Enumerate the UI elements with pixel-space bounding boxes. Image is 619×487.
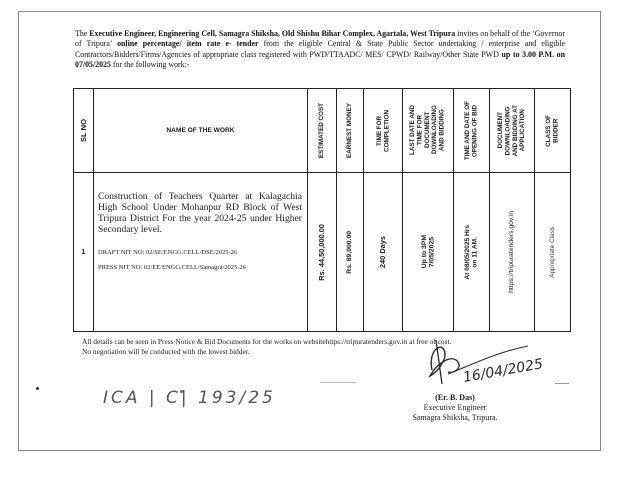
footer-line-1: All details can be seen in Press Notice & Bid Documents for the works on websitehttps://tripuratenders.gov.in at free of cost. [82,337,452,346]
work-description: Construction of Teachers Quarter at Kalagachia High School Under Mohanpur RD Block of West Tripura District For the year 2024-25 under Higher Secondary level. [98,191,302,236]
issuing-authority: Executive Engineer, Engineering Cell, Samagra Shiksha, Old Shishu Bihar Complex, Agartala, West Tripura [89,29,456,38]
tender-table [73,88,571,332]
cell-work [94,173,308,332]
header-earnest-money: EARNEST MONEY [337,89,364,173]
cell-class: Appropriate Class [535,173,571,332]
scan-speck [36,387,39,390]
press-nit-number: PRESS NIT NO: 02/EE/ENGG.CELL/Samagra/2025-26 [98,264,246,272]
header-sl-no: SL NO [74,89,94,173]
signatory-title: Executive Engineer [423,403,487,413]
signature-image [418,332,578,392]
table-header-row [74,89,571,173]
cell-last-date: Up to 3PM 7/05/2025 [403,173,454,332]
svg-text:16/04/2025: 16/04/2025 [461,356,545,386]
signatory-org: Samagra Shiksha, Tripura. [412,413,498,423]
signatory-name: (Er. B. Das) [435,393,475,402]
intro-paragraph [75,29,565,71]
tender-type: online percentage/ item rate e- tender [117,39,259,49]
cell-earnest-money: Rs. 89,000.00 [337,173,364,332]
footer-line-2: No negotiation will be conducted with the lowest bidder. [82,346,250,356]
header-last-date: LAST DATE AND TIME FOR DOCUMENT DOWNLOADING AND BIDDING [403,89,454,173]
scan-mark [320,382,356,383]
cell-opening: At 08/05/2025 Hrs on 11 AM. [454,173,490,332]
draft-nit-number: DRAFT NIT NO: 02/SE/ENGG.CELL/DSE/2025-26 [98,249,238,257]
intro-text-1: The [75,29,90,38]
header-doc-download: DOCUMENT DOWNLOADING AND BIDDING AT APPLICATION [490,89,535,173]
table-row [74,173,571,332]
header-class: CLASS OF BIDDER [535,89,571,173]
submission-deadline: up to 3.00 P.M. on 07/05/2025 [75,49,565,70]
handwritten-reference: ICA | C| 193/25 [103,388,276,408]
header-work: NAME OF THE WORK [94,89,308,173]
signatory-block [380,393,530,424]
intro-text-4: for the following work:- [110,60,190,70]
intro-text-3: from the eligible Central & State Public Sector undertaking / enterprise and eligible Contractors/Bidders/Firms/Agencies of appropriate class registered with PWD/TTAADC/ MES/ CPWD/ Railway/Other State PWD [75,39,565,59]
header-opening: TIME AND DATE OF OPENING OF BID [454,89,490,173]
cell-estimated-cost: Rs. 44,50,000.00 [308,173,337,332]
header-time-completion: TIME FOR COMPLETION [364,89,403,173]
intro-text-2: invites on behalf of the ‘Governor of Tripura’ [75,29,565,49]
cell-sl-no: 1 [74,173,94,332]
cell-time-completion: 240 Days [364,173,403,332]
cell-doc-download: https://tripuratenders.gov.in [490,173,535,332]
header-estimated-cost: ESTIMATED COST [308,89,337,173]
